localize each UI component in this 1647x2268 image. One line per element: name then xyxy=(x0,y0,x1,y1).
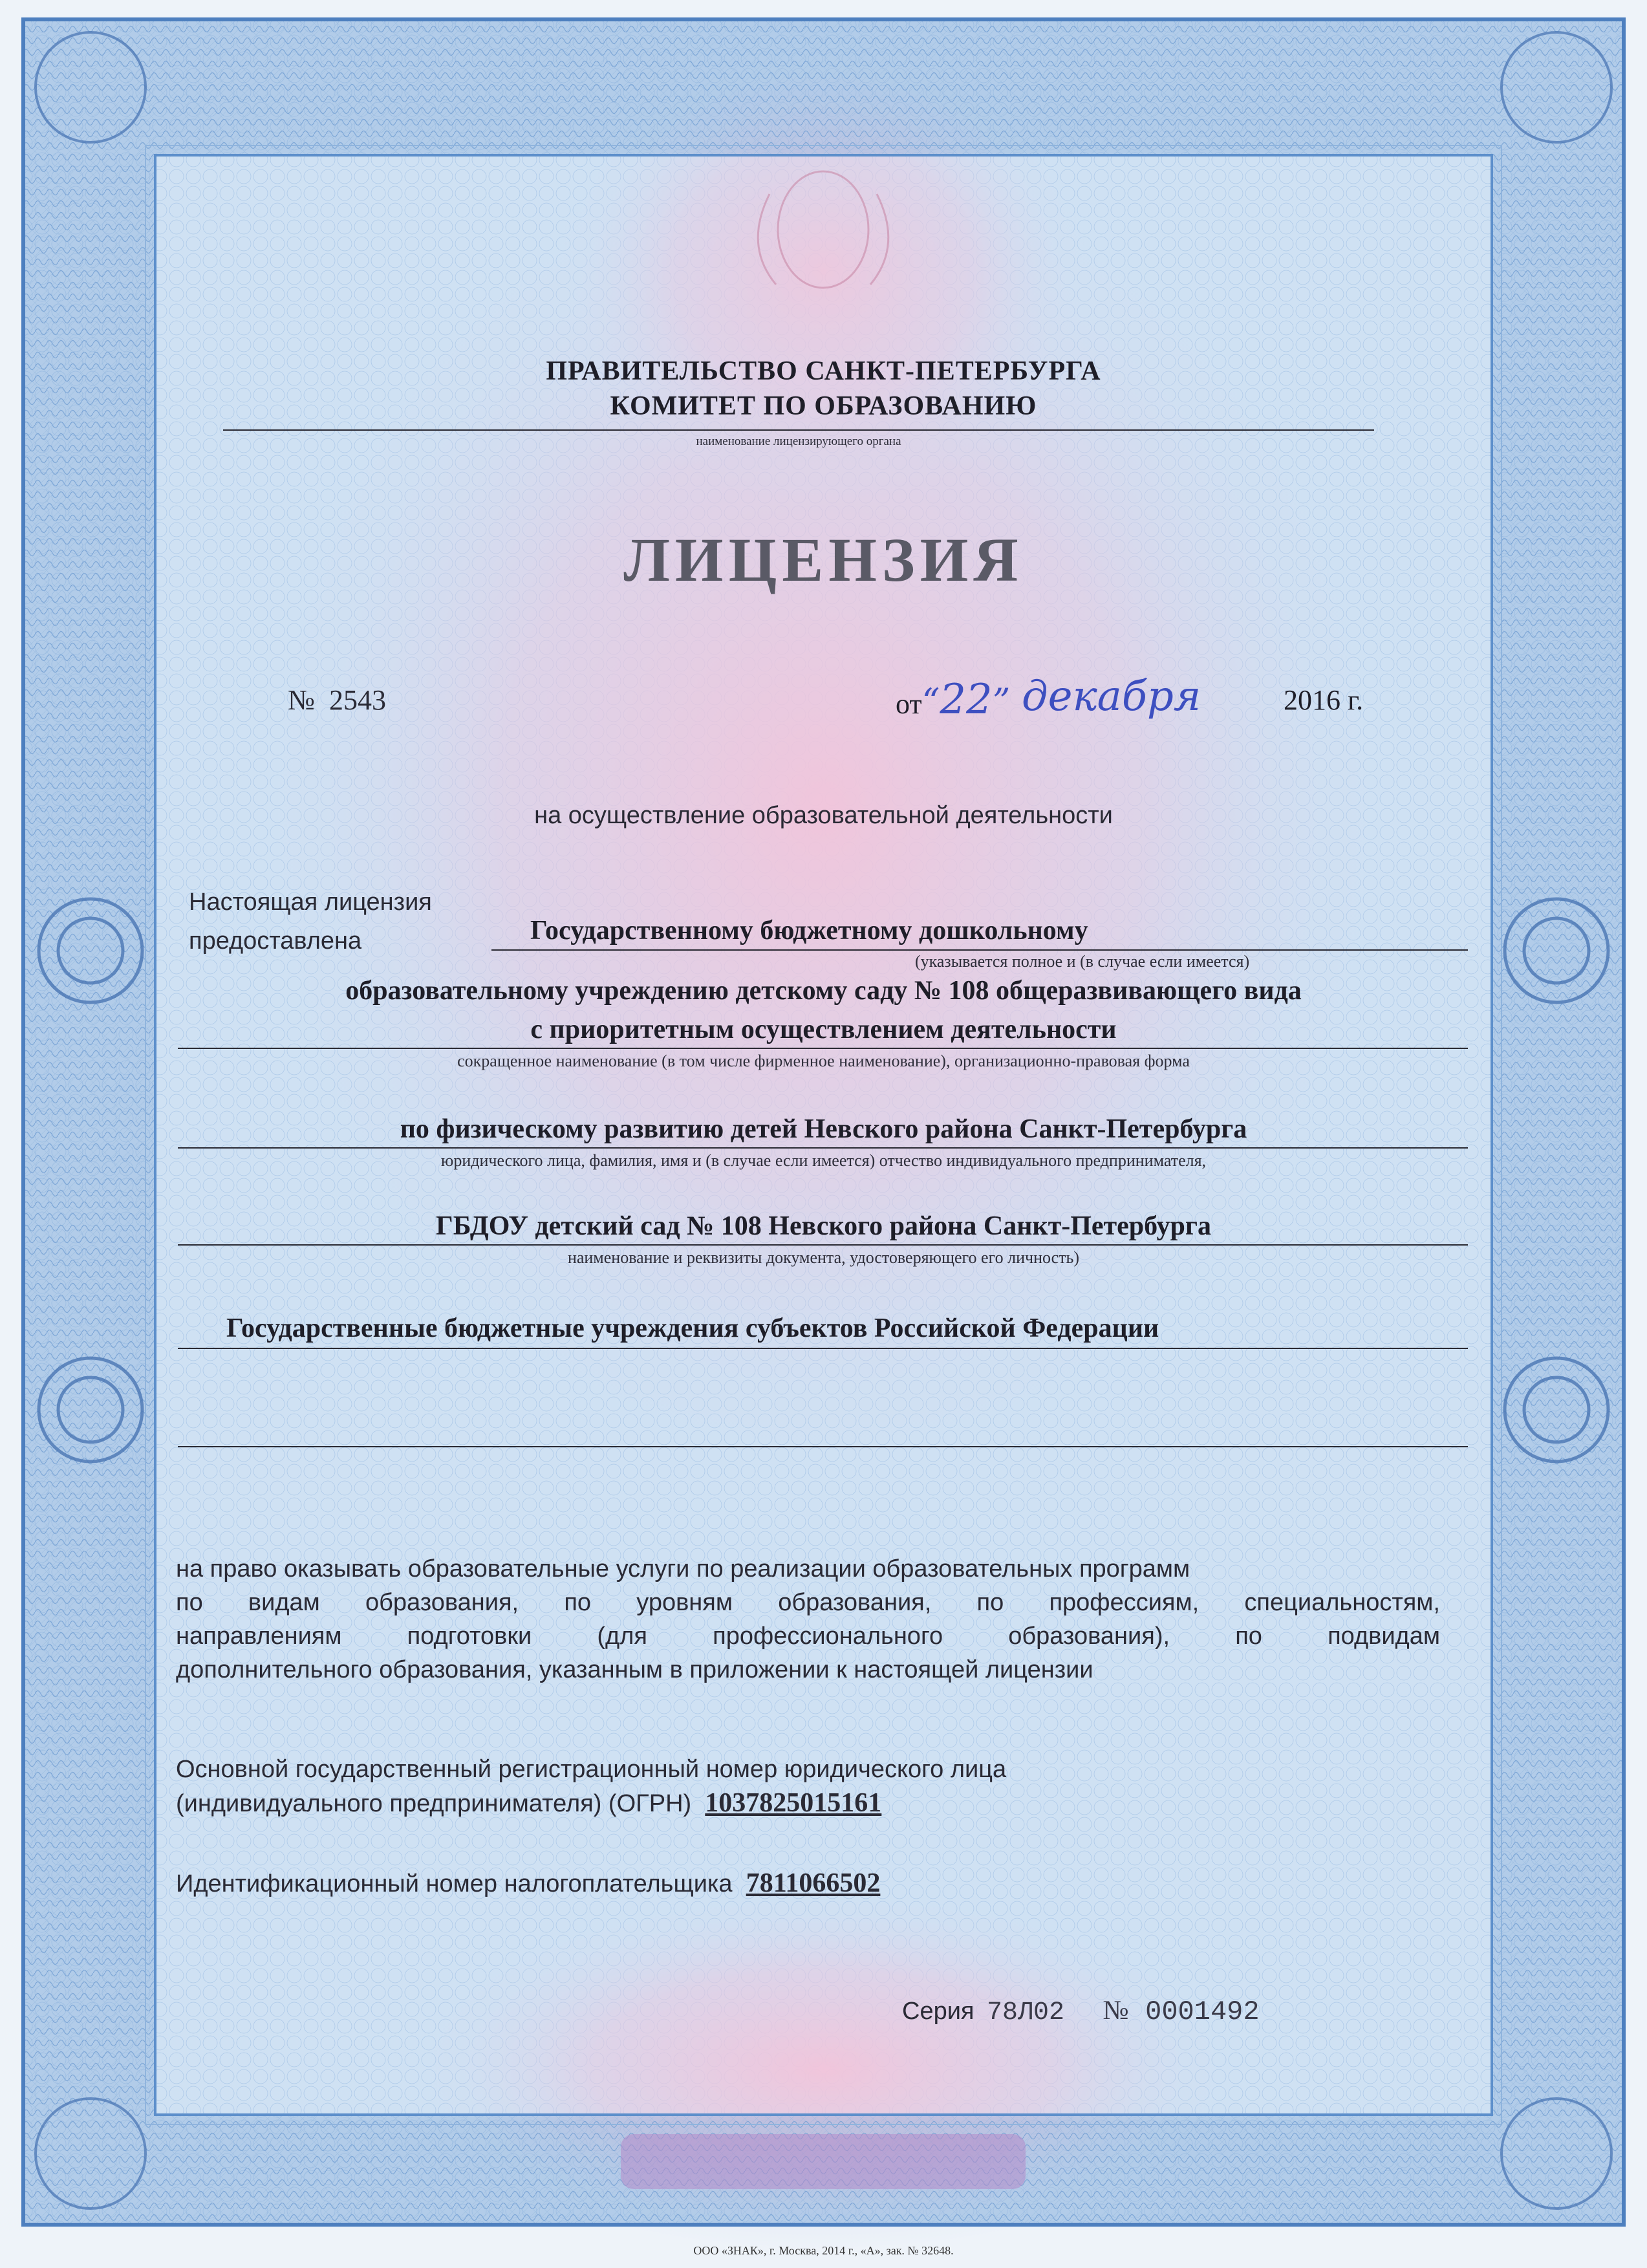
inn-value: 7811066502 xyxy=(746,1868,881,1898)
series-number-sign: № xyxy=(1103,1996,1129,2025)
caption-identity-document: наименование и реквизиты документа, удостоверяющего его личность) xyxy=(567,1248,1080,1267)
ogrn-block xyxy=(176,1753,1006,1820)
date-day: 22 xyxy=(940,676,993,724)
rights-line-1: на право оказывать образовательные услуги по реализации образовательных программ xyxy=(176,1555,1190,1582)
ogrn-label-line-2: (индивидуального предпринимателя) (ОГРН) xyxy=(176,1790,692,1817)
licensee-name-line-4: по физическому развитию детей Невского района Санкт-Петербурга xyxy=(400,1114,1247,1144)
page-title: ЛИЦЕНЗИЯ xyxy=(623,525,1024,594)
licensee-underline-1 xyxy=(491,949,1468,951)
inn-label: Идентификационный номер налогоплательщика xyxy=(176,1870,733,1897)
licensee-underline-2 xyxy=(178,1048,1468,1049)
caption-legal-entity: юридического лица, фамилия, имя и (в случае если имеется) отчество индивидуального предпринимателя, xyxy=(440,1151,1207,1170)
licensee-underline-5 xyxy=(178,1348,1468,1349)
inn-block xyxy=(176,1868,880,1899)
rights-line-2: по видам образования, по уровням образования, по профессиям, специальностям, xyxy=(176,1589,1440,1616)
licensee-underline-6 xyxy=(178,1446,1468,1447)
number-sign: № xyxy=(288,684,315,716)
authority-line-2: КОМИТЕТ ПО ОБРАЗОВАНИЮ xyxy=(610,391,1037,421)
number-value: 2543 xyxy=(328,684,386,716)
ogrn-value: 1037825015161 xyxy=(705,1788,882,1818)
granted-label-line-1: Настоящая лицензия xyxy=(189,889,432,916)
authority-underline xyxy=(223,429,1374,431)
date-from-label: от xyxy=(896,688,922,720)
rights-block xyxy=(176,1552,1440,1687)
series-block xyxy=(902,1995,1260,2027)
date-close-quote: ” xyxy=(992,681,1011,722)
organization-form: Государственные бюджетные учреждения субъектов Российской Федерации xyxy=(226,1313,1159,1343)
series-value: 78Л02 xyxy=(987,1998,1065,2027)
rights-line-3: направлениям подготовки (для профессионального образования), по подвидам xyxy=(176,1623,1440,1650)
licensee-name-line-3: с приоритетным осуществлением деятельности xyxy=(530,1015,1117,1044)
licensee-short-name: ГБДОУ детский сад № 108 Невского района Санкт-Петербурга xyxy=(436,1211,1211,1241)
license-date xyxy=(896,676,1010,724)
licensee-name-line-2: образовательному учреждению детскому саду № 108 общеразвивающего вида xyxy=(345,976,1302,1006)
license-purpose: на осуществление образовательной деятельности xyxy=(534,802,1113,829)
caption-full-name: (указывается полное и (в случае если имеется) xyxy=(915,952,1250,971)
licensee-underline-3 xyxy=(178,1147,1468,1149)
granted-label-line-2: предоставлена xyxy=(189,927,362,955)
date-open-quote: “ xyxy=(921,681,940,722)
granted-label xyxy=(189,883,432,960)
printer-imprint: ООО «ЗНАК», г. Москва, 2014 г., «А», зак. № 32648. xyxy=(693,2244,954,2257)
rights-line-4: дополнительного образования, указанным в приложении к настоящей лицензии xyxy=(176,1656,1093,1683)
series-number: 0001492 xyxy=(1145,1996,1260,2027)
authority-caption: наименование лицензирующего органа xyxy=(696,435,901,448)
date-year: 2016 г. xyxy=(1284,684,1364,716)
licensing-authority xyxy=(0,356,1647,422)
authority-line-1: ПРАВИТЕЛЬСТВО САНКТ-ПЕТЕРБУРГА xyxy=(546,356,1101,386)
caption-short-name: сокращенное наименование (в том числе фирменное наименование), организационно-правовая форма xyxy=(457,1052,1190,1070)
series-label: Серия xyxy=(902,1998,974,2025)
date-month: декабря xyxy=(1022,673,1201,720)
ogrn-label-line-1: Основной государственный регистрационный номер юридического лица xyxy=(176,1756,1007,1783)
licensee-name-line-1: Государственному бюджетному дошкольному xyxy=(530,916,1088,945)
license-number xyxy=(288,684,386,717)
licensee-underline-4 xyxy=(178,1244,1468,1246)
